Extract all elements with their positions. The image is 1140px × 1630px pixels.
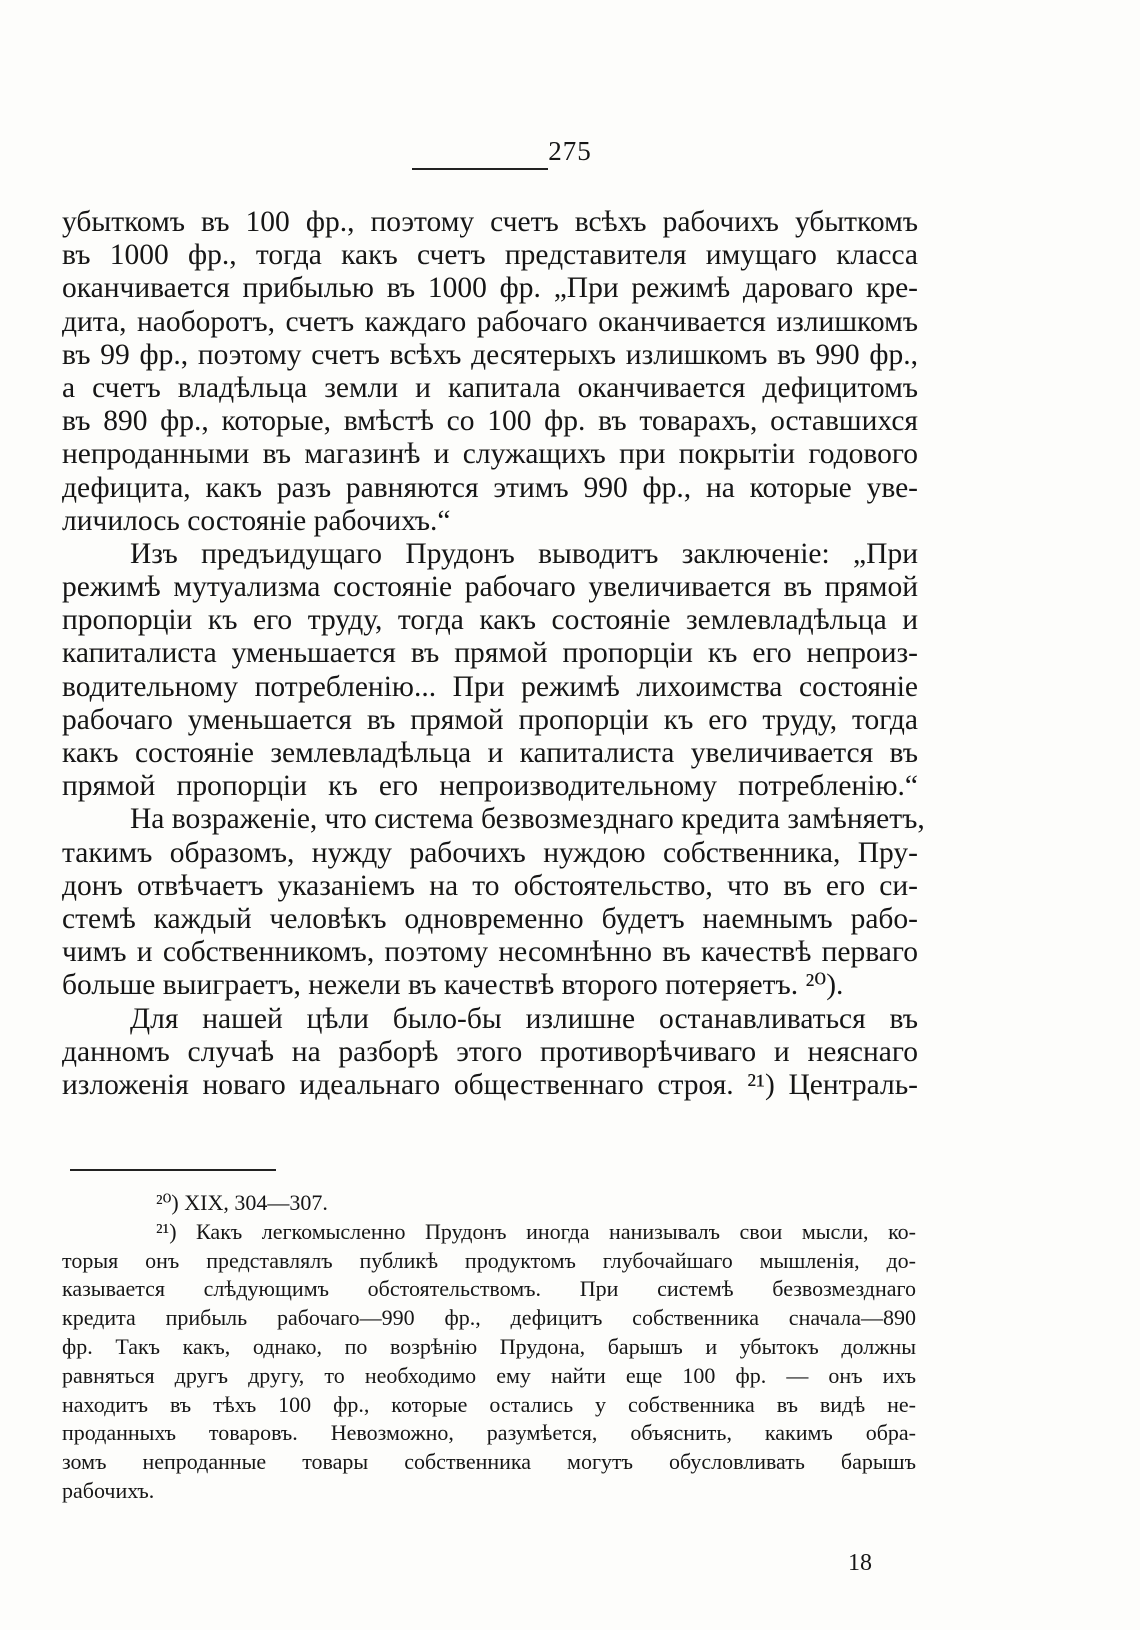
text-line: убыткомъ въ 100 фр., поэтому счетъ всѣхъ рабочихъ убыткомъ: [62, 206, 918, 238]
footnote-line: проданныхъ товаровъ. Невозможно, разумѣется, объяснить, какимъ обра-: [62, 1420, 916, 1446]
footnotes: [62, 1189, 916, 1506]
footnote-line: фр. Такъ какъ, однако, по возрѣнію Прудона, барышъ и убытокъ должны: [62, 1333, 916, 1359]
signature-mark: 18: [848, 1550, 872, 1576]
text-line: капиталиста уменьшается въ прямой пропорціи къ его непроиз-: [62, 637, 918, 670]
text-line: пропорціи къ его труду, тогда какъ состояніе землевладѣльца и: [62, 604, 918, 637]
text-line: больше выиграетъ, нежели въ качествѣ второго потеряетъ. ²⁰).: [62, 969, 844, 1002]
text-line: оканчивается прибылью въ 1000 фр. „При режимѣ дароваго кре-: [62, 272, 918, 305]
footnote-line: казывается слѣдующимъ обстоятельствомъ. При системѣ безвозмезднаго: [62, 1276, 916, 1302]
text-line: такимъ образомъ, нужду рабочихъ нуждою собственника, Пру-: [62, 836, 918, 869]
footnote-line: находитъ въ тѣхъ 100 фр., которые остались у собственника въ видѣ не-: [62, 1391, 916, 1417]
text-line: непроданными въ магазинѣ и служащихъ при покрытіи годового: [62, 438, 918, 471]
text-line: въ 1000 фр., тогда какъ счетъ представителя имущаго класса: [62, 239, 918, 272]
footnote-line: зомъ непроданные товары собственника могутъ обусловливать барышъ: [62, 1449, 916, 1475]
text-line: донъ отвѣчаетъ указаніемъ на то обстоятельство, что въ его си-: [62, 869, 918, 902]
text-line: Изъ предъидущаго Прудонъ выводитъ заключеніе: „При: [130, 537, 918, 570]
text-line: дита, наоборотъ, счетъ каждаго рабочаго оканчивается излишкомъ: [62, 305, 918, 338]
footnote-line: торыя онъ представлялъ публикѣ продуктомъ глубочайшаго мышленія, до-: [62, 1247, 916, 1273]
text-line: дефицита, какъ разъ равняются этимъ 990 фр., на которые уве-: [62, 471, 918, 504]
text-line: изложенія новаго идеальнаго общественнаго строя. ²¹) Централь-: [62, 1068, 918, 1101]
text-line: личилось состояніе рабочихъ.“: [62, 504, 451, 537]
footnote-rule: [70, 1169, 276, 1171]
footnote-line: рабочихъ.: [62, 1477, 155, 1503]
text-line: рабочаго уменьшается въ прямой пропорціи къ его труду, тогда: [62, 703, 918, 736]
text-line: въ 890 фр., которые, вмѣстѣ со 100 фр. въ товарахъ, оставшихся: [62, 405, 918, 438]
text-line: Для нашей цѣли было-бы излишне останавливаться въ: [130, 1002, 918, 1035]
footnote-line: равняться другъ другу, то необходимо ему найти еще 100 фр. — онъ ихъ: [62, 1362, 916, 1388]
main-text: [62, 206, 925, 1102]
text-line: въ 99 фр., поэтому счетъ всѣхъ десятерыхъ излишкомъ въ 990 фр.,: [62, 338, 918, 371]
text-line: а счетъ владѣльца земли и капитала оканчивается дефицитомъ: [62, 371, 918, 404]
text-line: какъ состояніе землевладѣльца и капиталиста увеличивается въ: [62, 737, 918, 769]
page-number: 275: [548, 136, 592, 166]
text-line: На возраженіе, что система безвозмезднаго кредита замѣняетъ,: [130, 803, 925, 836]
text-line: водительному потребленію... При режимѣ лихоимства состояніе: [62, 670, 918, 703]
header-rule: [412, 168, 548, 170]
text-line: режимѣ мутуализма состояніе рабочаго увеличивается въ прямой: [62, 571, 918, 604]
footnote-line: кредита прибыль рабочаго—990 фр., дефицитъ собственника сначала—890: [62, 1305, 916, 1331]
footnote-line: ²⁰) XIX, 304—307.: [156, 1190, 328, 1215]
text-line: чимъ и собственникомъ, поэтому несомнѣнно въ качествѣ перваго: [62, 936, 918, 969]
footnote-line: ²¹) Какъ легкомысленно Прудонъ иногда нанизывалъ свои мысли, ко-: [156, 1218, 916, 1244]
text-line: данномъ случаѣ на разборѣ этого противорѣчиваго и неяснаго: [62, 1035, 918, 1068]
text-line: стемѣ каждый человѣкъ одновременно будетъ наемнымъ рабо-: [62, 902, 918, 935]
text-line: прямой пропорціи къ его непроизводительному потребленію.“: [62, 770, 918, 803]
